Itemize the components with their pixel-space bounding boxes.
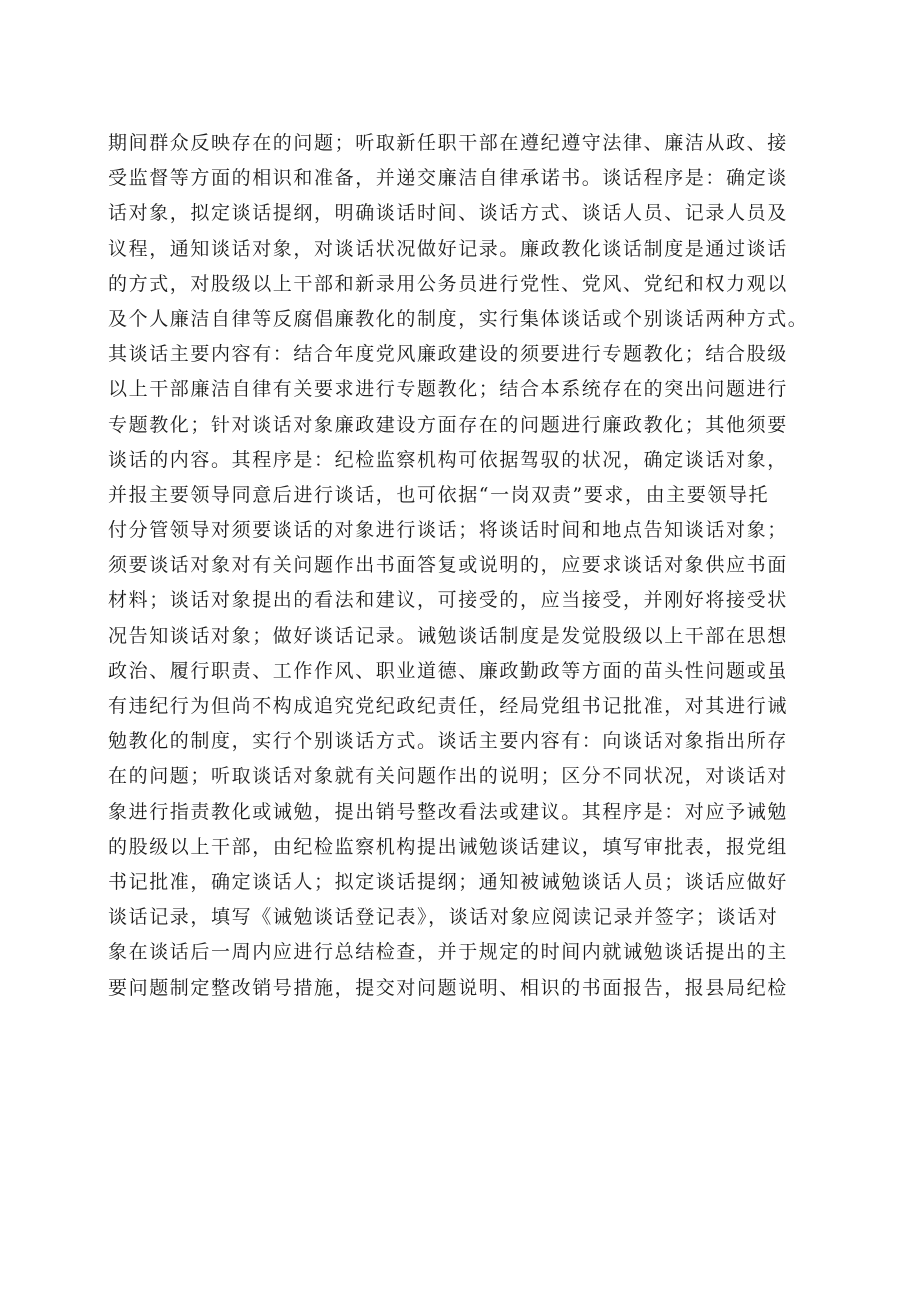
text-line: 勉教化的制度，实行个别谈话方式。谈话主要内容有：向谈话对象指出所存 [108,730,788,753]
text-line: 谈话记录，填写《诫勉谈话登记表》，谈话对象应阅读记录并签字；谈话对 [108,906,779,929]
text-line: 书记批准，确定谈话人；拟定谈话提纲；通知被诫勉谈话人员；谈话应做好 [108,870,788,893]
body-text [108,126,824,1006]
text-line: 况告知谈话对象；做好谈话记录。诫勉谈话制度是发觉股级以上干部在思想 [108,624,788,647]
text-line: 材料；谈话对象提出的看法和建议，可接受的，应当接受，并刚好将接受状 [108,589,788,612]
text-line: 专题教化；针对谈话对象廉政建设方面存在的问题进行廉政教化；其他须要 [108,413,788,436]
text-line: 议程，通知谈话对象，对谈话状况做好记录。廉政教化谈话制度是通过谈话 [108,237,788,260]
text-line: 并报主要领导同意后进行谈话，也可依据“一岗双责”要求，由主要领导托 [108,483,770,506]
text-line: 象在谈话后一周内应进行总结检查，并于规定的时间内就诫勉谈话提出的主 [108,941,788,964]
text-line: 以上干部廉洁自律有关要求进行专题教化；结合本系统存在的突出问题进行 [108,378,788,401]
text-line: 的股级以上干部，由纪检监察机构提出诫勉谈话建议，填写审批表，报党组 [108,835,788,858]
text-line: 在的问题；听取谈话对象就有关问题作出的说明；区分不同状况，对谈话对 [108,765,788,788]
text-line: 要问题制定整改销号措施，提交对问题说明、相识的书面报告，报县局纪检 [108,976,788,999]
text-line: 其谈话主要内容有：结合年度党风廉政建设的须要进行专题教化；结合股级 [108,343,788,366]
text-line: 谈话的内容。其程序是：纪检监察机构可依据驾驭的状况，确定谈话对象， [108,448,788,471]
text-line: 付分管领导对须要谈话的对象进行谈话；将谈话时间和地点告知谈话对象； [108,519,788,542]
text-line: 象进行指责教化或诫勉，提出销号整改看法或建议。其程序是：对应予诫勉 [108,800,788,823]
text-line: 政治、履行职责、工作作风、职业道德、廉政勤政等方面的苗头性问题或虽 [108,659,788,682]
text-line: 期间群众反映存在的问题；听取新任职干部在遵纪遵守法律、廉洁从政、接 [108,132,788,154]
text-line: 须要谈话对象对有关问题作出书面答复或说明的，应要求谈话对象供应书面 [108,554,788,577]
text-line: 有违纪行为但尚不构成追究党纪政纪责任，经局党组书记批准，对其进行诫 [108,695,788,717]
text-line: 及个人廉洁自律等反腐倡廉教化的制度，实行集体谈话或个别谈话两种方式。 [108,307,809,330]
text-line: 话对象，拟定谈话提纲，明确谈话时间、谈话方式、谈话人员、记录人员及 [108,202,788,225]
text-line: 的方式，对股级以上干部和新录用公务员进行党性、党风、党纪和权力观以 [108,272,788,295]
text-line: 受监督等方面的相识和准备，并递交廉洁自律承诺书。谈话程序是：确定谈 [108,167,788,190]
